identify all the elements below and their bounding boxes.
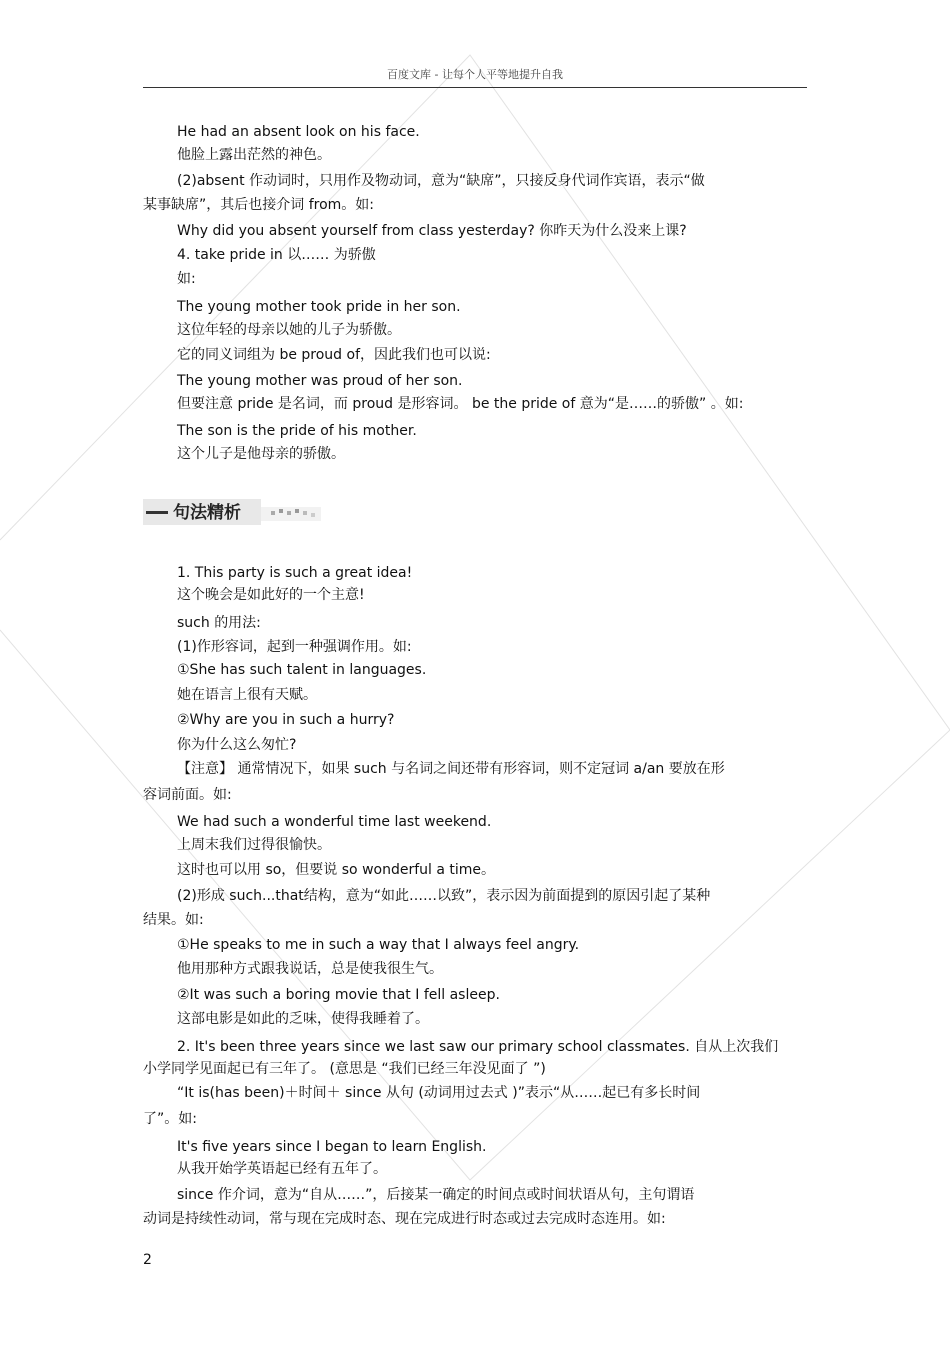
text-line: 2. It's been three years since we last saw our primary school classmates. 自从上次我们 [177,1039,779,1055]
section-heading-banner [143,499,321,525]
text-line: such 的用法: [177,615,261,631]
text-line: 动词是持续性动词，常与现在完成时态、现在完成进行时态或过去完成时态连用。如: [143,1211,666,1227]
text-line: We had such a wonderful time last weekend. [177,814,492,830]
text-line: 这部电影是如此的乏味，使得我睡着了。 [177,1011,429,1027]
text-line: (2)absent 作动词时，只用作及物动词，意为“缺席”，只接反身代词作宾语，表示“做 [177,173,705,189]
text-line: The young mother took pride in her son. [177,299,461,315]
text-line: ②Why are you in such a hurry? [177,712,395,728]
text-line: (2)形成 such...that结构，意为“如此……以致”，表示因为前面提到的原因引起了某种 [177,888,711,904]
text-line: 这个晚会是如此好的一个主意! [177,587,365,603]
text-line: 从我开始学英语起已经有五年了。 [177,1161,387,1177]
text-line: 它的同义词组为 be proud of，因此我们也可以说: [177,347,491,363]
text-line: 这个儿子是他母亲的骄傲。 [177,446,345,462]
text-line: 这时也可以用 so，但要说 so wonderful a time。 [177,862,496,878]
text-line: 他脸上露出茫然的神色。 [177,147,331,163]
text-line: 上周末我们过得很愉快。 [177,837,331,853]
page-number: 2 [143,1252,152,1268]
text-line: ①She has such talent in languages. [177,662,427,678]
text-line: 小学同学见面起已有三年了。 (意思是 “我们已经三年没见面了 ”) [143,1061,546,1077]
text-line: (1)作形容词，起到一种强调作用。如: [177,639,412,655]
text-line: The young mother was proud of her son. [177,373,463,389]
text-line: 某事缺席”，其后也接介词 from。如: [143,197,374,213]
text-line: Why did you absent yourself from class yesterday? 你昨天为什么没来上课? [177,223,687,239]
text-line: ②It was such a boring movie that I fell asleep. [177,987,500,1003]
text-line: 【注意】 通常情况下，如果 such 与名词之间还带有形容词，则不定冠词 a/an 要放在形 [177,761,725,777]
text-line: 他用那种方式跟我说话，总是使我很生气。 [177,961,443,977]
text-line: 4. take pride in 以…… 为骄傲 [177,247,376,263]
section-heading-text: 句法精析 [173,503,241,523]
text-line: “It is(has been)＋时间＋ since 从句 (动词用过去式 )”表示“从……起已有多长时间 [177,1085,701,1101]
text-line: He had an absent look on his face. [177,124,420,140]
text-line: 如: [177,271,196,287]
text-line: The son is the pride of his mother. [177,423,417,439]
text-line: ①He speaks to me in such a way that I always feel angry. [177,937,580,953]
text-line: 你为什么这么匆忙? [177,737,297,753]
text-line: 1. This party is such a great idea! [177,565,413,581]
text-line: 结果。如: [143,912,204,928]
text-line: 容词前面。如: [143,787,232,803]
text-line: 她在语言上很有天赋。 [177,687,317,703]
text-line: It's five years since I began to learn English. [177,1139,487,1155]
text-line: 了”。如: [143,1111,197,1127]
text-line: 这位年轻的母亲以她的儿子为骄傲。 [177,322,401,338]
text-line: 但要注意 pride 是名词，而 proud 是形容词。 be the pride of 意为“是……的骄傲” 。如: [177,396,744,412]
text-line: since 作介词，意为“自从……”，后接某一确定的时间点或时间状语从句，主句谓语 [177,1187,695,1203]
page-header: 百度文库 - 让每个人平等地提升自我 [143,66,807,88]
